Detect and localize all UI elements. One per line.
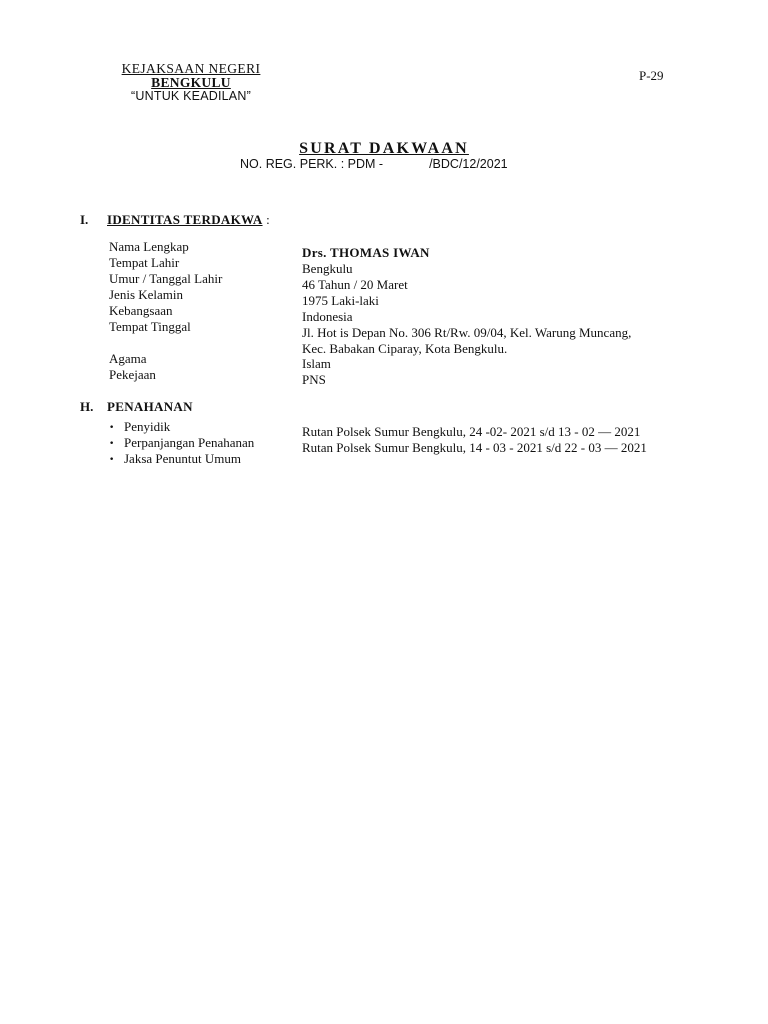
- detention-item-investigator: Penyidik: [124, 419, 171, 434]
- label-occupation: Pekejaan: [109, 367, 156, 382]
- section-identity-number: I.: [80, 212, 89, 227]
- label-age-birthdate: Umur / Tanggal Lahir: [109, 271, 223, 286]
- form-code: P-29: [639, 68, 664, 83]
- value-birthplace: Bengkulu: [302, 261, 353, 276]
- identity-heading-text: IDENTITAS TERDAKWA: [107, 212, 263, 227]
- office-motto: “UNTUK KEADILAN”: [131, 89, 251, 103]
- label-birthplace: Tempat Lahir: [109, 255, 180, 270]
- label-religion: Agama: [109, 351, 147, 366]
- list-item: [109, 435, 254, 451]
- identity-heading-colon: :: [262, 212, 271, 227]
- detention-period-2: Rutan Polsek Sumur Bengkulu, 14 - 03 - 2021 s/d 22 - 03 — 2021: [302, 440, 647, 455]
- detention-item-extension: Perpanjangan Penahanan: [124, 435, 255, 450]
- office-name: KEJAKSAAN NEGERI: [121, 61, 261, 76]
- section-detention-heading: PENAHANAN: [107, 399, 193, 414]
- registration-prefix: NO. REG. PERK. : PDM -: [240, 157, 384, 171]
- value-residence-line2: Kec. Babakan Ciparay, Kota Bengkulu.: [302, 341, 508, 356]
- bullet-icon: •: [109, 439, 115, 449]
- registration-suffix: /BDC/12/2021: [429, 157, 508, 171]
- registration-number: [240, 157, 508, 171]
- label-gender: Jenis Kelamin: [109, 287, 184, 302]
- office-city: BENGKULU: [151, 75, 231, 90]
- value-residence-line1: Jl. Hot is Depan No. 306 Rt/Rw. 09/04, Kel. Warung Muncang,: [302, 325, 632, 340]
- section-identity-heading: [107, 212, 270, 228]
- section-detention-number: H.: [80, 399, 94, 414]
- bullet-icon: •: [109, 423, 115, 433]
- detention-item-prosecutor: Jaksa Penuntut Umum: [124, 451, 241, 466]
- value-nationality: Indonesia: [302, 309, 353, 324]
- list-item: [109, 419, 170, 435]
- label-nationality: Kebangsaan: [109, 303, 173, 318]
- label-residence: Tempat Tinggal: [109, 319, 191, 334]
- value-gender: 1975 Laki-laki: [302, 293, 379, 308]
- value-religion: Islam: [302, 356, 331, 371]
- value-occupation: PNS: [302, 372, 326, 387]
- detention-period-1: Rutan Polsek Sumur Bengkulu, 24 -02- 2021 s/d 13 - 02 — 2021: [302, 424, 641, 439]
- value-full-name: Drs. THOMAS IWAN: [302, 245, 430, 260]
- value-age-birthdate: 46 Tahun / 20 Maret: [302, 277, 408, 292]
- label-full-name: Nama Lengkap: [109, 239, 189, 254]
- list-item: [109, 451, 241, 467]
- bullet-icon: •: [109, 455, 115, 465]
- document-title: SURAT DAKWAAN: [299, 140, 469, 157]
